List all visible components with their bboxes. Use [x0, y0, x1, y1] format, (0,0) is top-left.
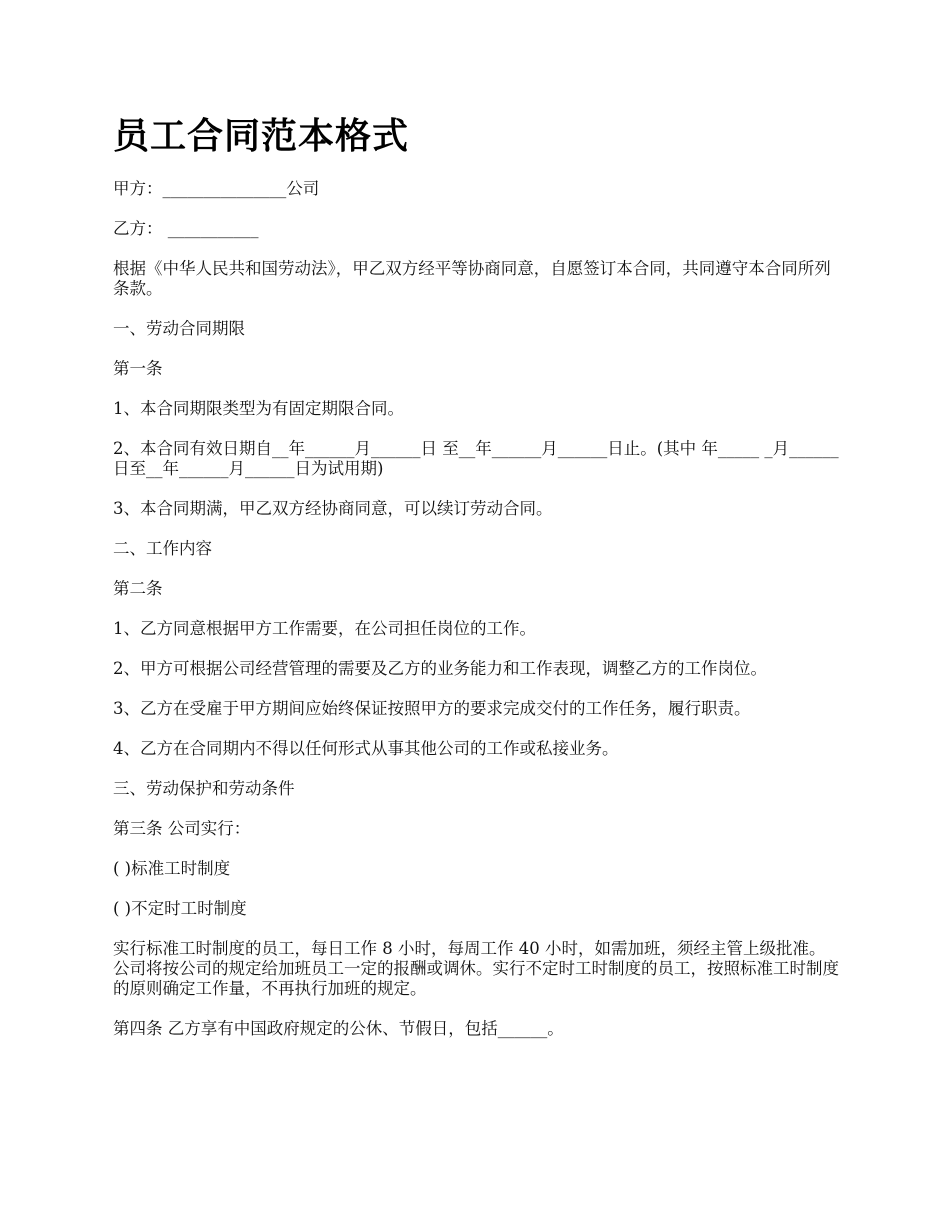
standard-hours-option: ( )标准工时制度 — [113, 859, 231, 878]
party-b-line: 乙方： ___________ — [113, 219, 259, 238]
working-hours-paragraph: 实行标准工时制度的员工，每日工作 8 小时，每周工作 40 小时，如需加班，须经主管上级批准。公司将按公司的规定给加班员工一定的报酬或调休。实行不定时工时制度的员工，按照标准工时制度的原则确定工作量，不再执行加班的规定。 — [113, 939, 839, 998]
document-body — [113, 112, 841, 1059]
article-2-clause-4: 4、乙方在合同期内不得以任何形式从事其他公司的工作或私接业务。 — [113, 739, 619, 758]
article-1-heading: 第一条 — [113, 359, 163, 378]
article-4-paragraph: 第四条 乙方享有中国政府规定的公休、节假日，包括______。 — [113, 1019, 564, 1038]
article-2-clause-2: 2、甲方可根据公司经营管理的需要及乙方的业务能力和工作表现，调整乙方的工作岗位。 — [113, 659, 767, 678]
article-2-clause-1: 1、乙方同意根据甲方工作需要，在公司担任岗位的工作。 — [113, 619, 536, 638]
preamble-paragraph: 根据《中华人民共和国劳动法》，甲乙双方经平等协商同意，自愿签订本合同，共同遵守本合同所列条款。 — [113, 259, 831, 298]
document-title: 员工合同范本格式 — [113, 116, 410, 157]
article-2-heading: 第二条 — [113, 579, 163, 598]
article-3-heading: 第三条 公司实行： — [113, 819, 251, 838]
section-heading-term: 一、劳动合同期限 — [113, 319, 245, 338]
party-a-line: 甲方：_______________公司 — [113, 179, 320, 198]
article-1-clause-1: 1、本合同期限类型为有固定期限合同。 — [113, 399, 404, 418]
article-2-clause-3: 3、乙方在受雇于甲方期间应始终保证按照甲方的要求完成交付的工作任务，履行职责。 — [113, 699, 751, 718]
article-1-clause-3: 3、本合同期满，甲乙双方经协商同意，可以续订劳动合同。 — [113, 499, 553, 518]
article-1-clause-2: 2、本合同有效日期自__年______月______日 至__年______月______日止。(其中 年_____ _月______日至__年______月______日为试用期) — [113, 439, 839, 478]
section-heading-work-content: 二、工作内容 — [113, 539, 212, 558]
section-heading-labor-protection: 三、劳动保护和劳动条件 — [113, 779, 295, 798]
flexible-hours-option: ( )不定时工时制度 — [113, 899, 247, 918]
